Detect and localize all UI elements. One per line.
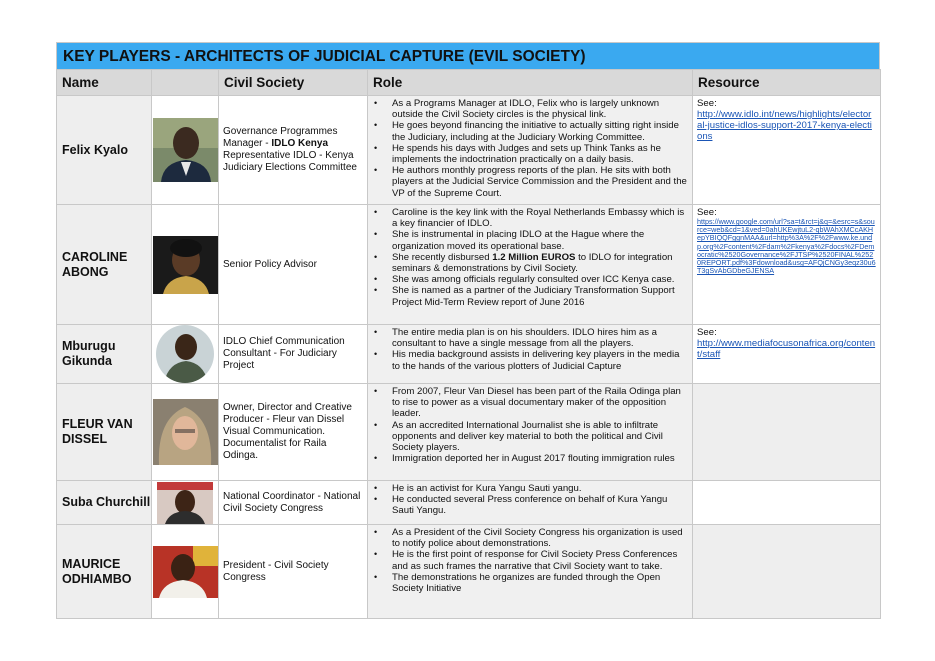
header-name: Name: [57, 70, 152, 96]
see-label: See:: [697, 327, 717, 338]
resource-link[interactable]: http://www.idlo.int/news/highlights/electoral-justice-idlos-support-2017-kenya-elections: [697, 109, 872, 142]
role-text: to IDLO for integration seminars & demonstrations by Civil Society.: [392, 251, 673, 275]
role-bullet: • She is named as a partner of the Judiciary Transformation Support Project Mid-Term Review report of June 2016: [392, 285, 688, 307]
civil-society-cell: President - Civil Society Congress: [219, 525, 368, 619]
role-bullet: • He goes beyond financing the initiative to actually sitting right inside the Judiciary, including at the Judiciary Working Committee.: [392, 120, 688, 142]
table-row: [57, 384, 881, 481]
player-name: Mburugu Gikunda: [57, 325, 152, 384]
role-bullet: • His media background assists in delivering key players in the media to the hands of the various plotters of Judicial Capture: [392, 349, 688, 371]
portrait-image: [153, 118, 218, 182]
player-photo: [152, 384, 219, 481]
player-name: MAURICE ODHIAMBO: [57, 525, 152, 619]
role-bullet: • He conducted several Press conference on behalf of Kura Yangu Sauti Yangu.: [392, 494, 688, 516]
role-bullet: • The entire media plan is on his shoulders. IDLO hires him as a consultant to have a single message from all the players.: [392, 327, 688, 349]
key-players-table: [56, 69, 881, 619]
see-label: See:: [697, 207, 717, 218]
resource-cell: [693, 205, 881, 325]
table-row: [57, 525, 881, 619]
role-cell: [368, 481, 693, 525]
role-bullet: • She was among officials regularly consulted over ICC Kenya case.: [392, 274, 688, 285]
role-bullet: • From 2007, Fleur Van Diesel has been part of the Raila Odinga plan to rise to power as a visual documentary maker of the opposition leader.: [392, 386, 688, 420]
role-bullet: • Caroline is the key link with the Royal Netherlands Embassy which is a key financier of IDLO.: [392, 207, 688, 229]
document-page: [56, 42, 880, 619]
header-photo: [152, 70, 219, 96]
resource-link[interactable]: http://www.mediafocusonafrica.org/content/staff: [697, 338, 876, 360]
civil-society-cell: Senior Policy Advisor: [219, 205, 368, 325]
player-photo: [152, 481, 219, 525]
role-cell: [368, 525, 693, 619]
portrait-image: [157, 482, 213, 524]
civil-society-cell: National Coordinator - National Civil Society Congress: [219, 481, 368, 525]
resource-cell: [693, 384, 881, 481]
header-role: Role: [368, 70, 693, 96]
table-row: [57, 96, 881, 205]
table-row: [57, 481, 881, 525]
player-photo: [152, 525, 219, 619]
table-header-row: [57, 70, 881, 96]
player-name: Suba Churchill: [57, 481, 152, 525]
role-bullet: • He is the first point of response for Civil Society Press Conferences and as such frames the narrative that Civil Society want to take.: [392, 549, 688, 571]
role-bullet: • He authors monthly progress reports of the plan. He sits with both players at the Judicial Service Commission and the President and the VP of the Supreme Court.: [392, 165, 688, 199]
portrait-image: [156, 325, 214, 383]
cs-text: Governance Programmes Manager -: [223, 126, 338, 149]
table-row: [57, 325, 881, 384]
role-cell: [368, 205, 693, 325]
resource-link[interactable]: https://www.google.com/url?sa=t&rct=j&q=&esrc=s&source=web&cd=1&ved=0ahUKEwjtuL2-qbWAhXMCcAKHepYBIQQFggnMAA&url=http%3A%2F%2Fwww.ke.undp.org%2Fcontent%2Fdam%2Fkenya%2Fdocs%2FDemocratic%2520Governance%2FJTSP%2520FINAL%2520REPORT.pdf%3Fdownload&usg=AFQjCNGy3eqz30u6T3gSvAbGDbeGJENSA: [697, 217, 876, 276]
player-name: CAROLINE ABONG: [57, 205, 152, 325]
player-name: FLEUR VAN DISSEL: [57, 384, 152, 481]
role-text: She recently disbursed: [392, 251, 493, 263]
cs-org-bold: IDLO Kenya: [271, 138, 329, 149]
role-bullet: • The demonstrations he organizes are funded through the Open Society Initiative: [392, 572, 688, 594]
civil-society-cell: IDLO Chief Communication Consultant - For Judiciary Project: [219, 325, 368, 384]
portrait-image: [153, 546, 218, 598]
role-bullet: • As an accredited International Journalist she is able to infiltrate opponents and deliver key material to both the political and Civil Society players.: [392, 420, 688, 454]
page-title: KEY PLAYERS - ARCHITECTS OF JUDICIAL CAPTURE (EVIL SOCIETY): [56, 42, 880, 69]
player-photo: [152, 96, 219, 205]
role-bullet: • She is instrumental in placing IDLO at the Hague where the organization moved its operational base.: [392, 229, 688, 251]
role-bullet: • As a President of the Civil Society Congress his organization is used to notify police about demonstrations.: [392, 527, 688, 549]
resource-cell: [693, 325, 881, 384]
role-bullet: • As a Programs Manager at IDLO, Felix who is largely unknown outside the Civil Society circles is the physical link.: [392, 98, 688, 120]
table-row: [57, 205, 881, 325]
role-bullet: • Immigration deported her in August 2017 flouting immigration rules: [392, 453, 688, 464]
see-label: See:: [697, 98, 717, 109]
role-cell: [368, 325, 693, 384]
player-photo: [152, 325, 219, 384]
resource-cell: [693, 96, 881, 205]
role-cell: [368, 96, 693, 205]
role-bullet: • He is an activist for Kura Yangu Sauti yangu.: [392, 483, 688, 494]
player-photo: [152, 205, 219, 325]
civil-society-cell: Owner, Director and Creative Producer - Fleur van Dissel Visual Communication. Documentalist for Raila Odinga.: [219, 384, 368, 481]
resource-cell: [693, 525, 881, 619]
role-amount-bold: 1.2 Million EUROS: [492, 251, 576, 263]
role-bullet: [392, 252, 688, 274]
role-cell: [368, 384, 693, 481]
resource-cell: [693, 481, 881, 525]
header-civil-society: Civil Society: [219, 70, 368, 96]
header-resource: Resource: [693, 70, 881, 96]
role-bullet: • He spends his days with Judges and sets up Think Tanks as he implements the indoctrination practically on a daily basis.: [392, 143, 688, 165]
civil-society-cell: [219, 96, 368, 205]
portrait-image: [153, 236, 218, 294]
cs-text: Representative IDLO - Kenya Judiciary Elections Committee: [223, 150, 357, 173]
player-name: Felix Kyalo: [57, 96, 152, 205]
portrait-image: [153, 399, 218, 465]
